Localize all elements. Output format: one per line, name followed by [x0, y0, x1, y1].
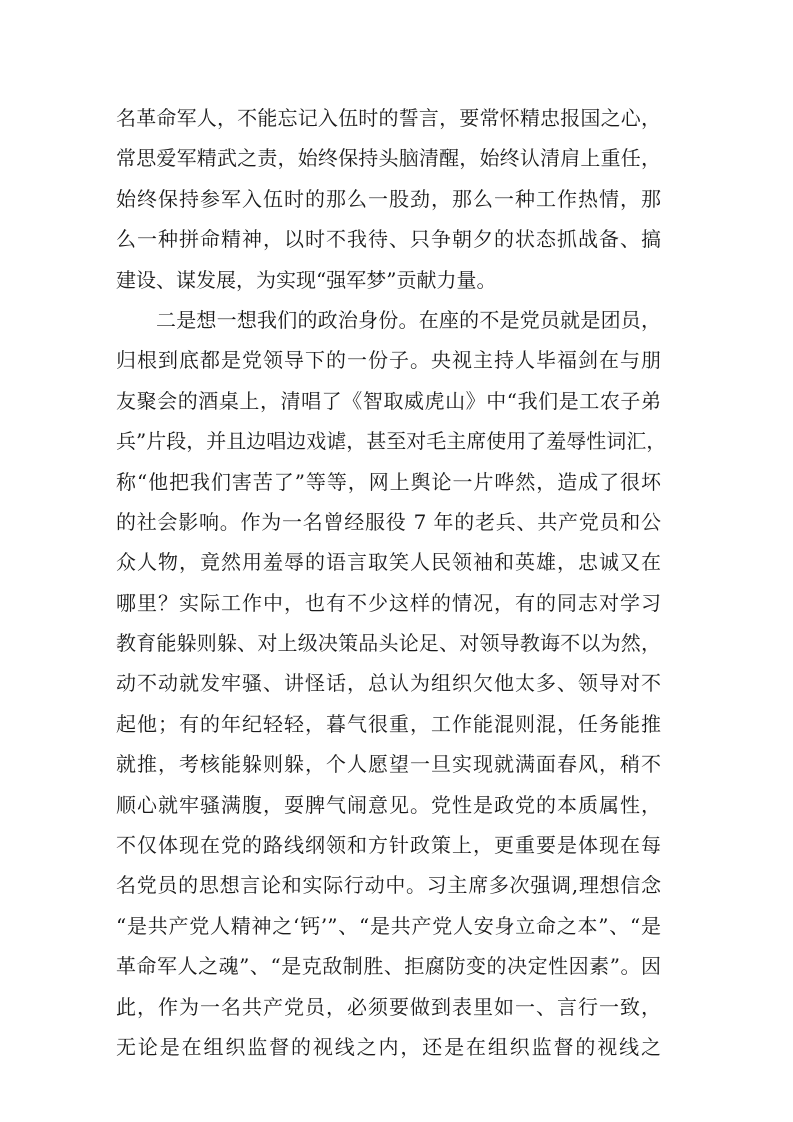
text-line: 友聚会的酒桌上，清唱了《智取威虎山》中“我们是工农子弟 — [116, 388, 661, 413]
text-line: 名革命军人，不能忘记入伍时的誓言，要常怀精忠报国之心， — [116, 106, 661, 130]
text-line: 的社会影响。作为一名曾经服役 7 年的老兵、共产党员和公 — [116, 509, 661, 534]
text-line: 就推，考核能躲则躲，个人愿望一旦实现就满面春风，稍不 — [116, 752, 661, 777]
text-line: 顺心就牢骚满腹，耍脾气闹意见。党性是政党的本质属性， — [116, 792, 661, 817]
text-line: 名党员的思想言论和实际行动中。习主席多次强调,理想信念 — [116, 873, 661, 898]
text-line: 始终保持参军入伍时的那么一股劲，那么一种工作热情，那 — [116, 186, 661, 211]
paragraph-end-line: 建设、谋发展，为实现“强军梦”贡献力量。 — [116, 267, 497, 292]
text-line: 哪里？实际工作中，也有不少这样的情况，有的同志对学习 — [116, 590, 661, 615]
text-line: 不仅体现在党的路线纲领和方针政策上，更重要是体现在每 — [116, 833, 661, 858]
text-line: 归根到底都是党领导下的一份子。央视主持人毕福剑在与朋 — [116, 348, 661, 373]
text-line: 起他；有的年纪轻轻，暮气很重，工作能混则混，任务能推 — [116, 711, 661, 736]
text-line: 革命军人之魂”、“是克敌制胜、拒腐防变的决定性因素”。因 — [116, 954, 661, 979]
text-line: 么一种拼命精神，以时不我待、只争朝夕的状态抓战备、搞 — [116, 227, 661, 252]
text-line: 常思爱军精武之责，始终保持头脑清醒，始终认清肩上重任， — [116, 146, 661, 171]
text-line: 兵”片段，并且边唱边戏谑，甚至对毛主席使用了羞辱性词汇， — [116, 429, 667, 454]
text-line: 此，作为一名共产党员，必须要做到表里如一、言行一致， — [116, 994, 661, 1019]
text-line: 称“他把我们害苦了”等等，网上舆论一片哗然，造成了很坏 — [116, 469, 661, 494]
text-line: 教育能躲则躲、对上级决策品头论足、对领导教诲不以为然， — [116, 631, 661, 656]
text-line: “是共产党人精神之‘钙’”、“是共产党人安身立命之本”、“是 — [116, 913, 661, 938]
text-line: 众人物，竟然用羞辱的语言取笑人民领袖和英雄，忠诚又在 — [116, 550, 661, 575]
text-line: 动不动就发牢骚、讲怪话，总认为组织欠他太多、领导对不 — [116, 671, 661, 696]
body-text — [116, 98, 667, 1067]
text-line: 无论是在组织监督的视线之内，还是在组织监督的视线之 — [116, 1034, 661, 1059]
paragraph-first-line: 二是想一想我们的政治身份。在座的不是党员就是团员， — [156, 307, 661, 332]
